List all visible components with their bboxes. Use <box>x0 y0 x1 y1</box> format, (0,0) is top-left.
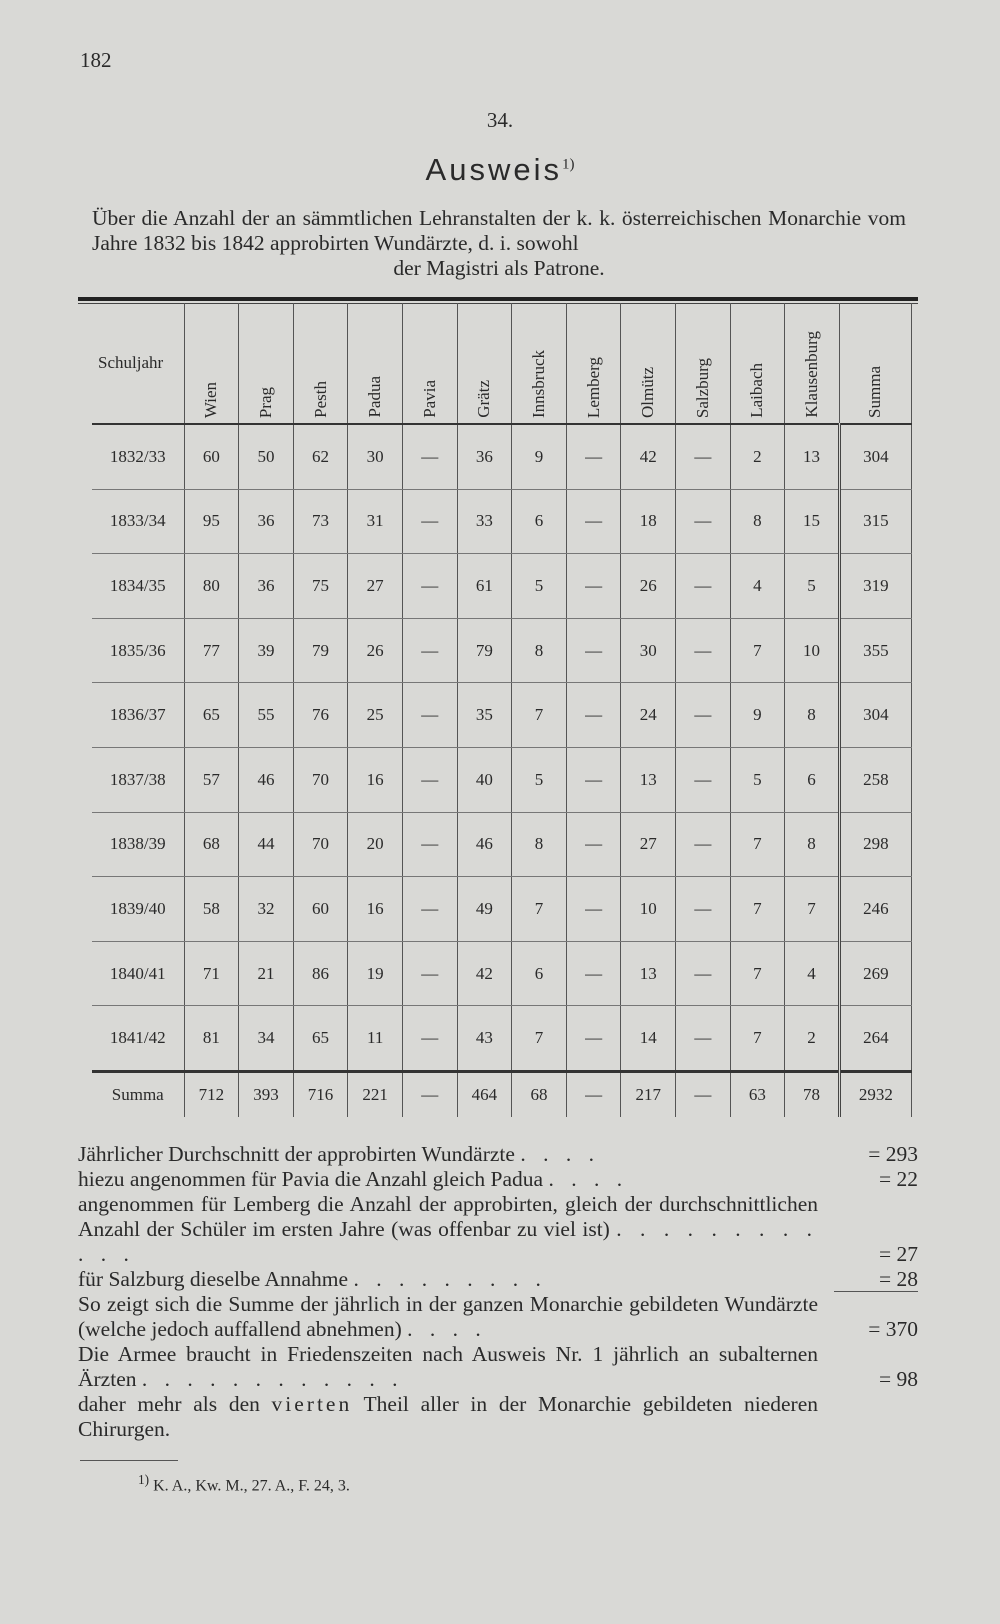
value-cell: 8 <box>785 683 840 748</box>
value-cell: 70 <box>293 747 348 812</box>
column-header-salzburg <box>676 303 731 424</box>
value-cell: — <box>566 424 621 489</box>
column-header-label: Pavia <box>419 380 439 418</box>
value-cell: 73 <box>293 489 348 554</box>
value-cell: 79 <box>457 618 512 683</box>
value-cell: — <box>566 554 621 619</box>
value-cell: 16 <box>348 747 403 812</box>
footnote-mark: 1) <box>138 1472 150 1487</box>
column-header-label: Olmütz <box>638 367 658 418</box>
summary-text: So zeigt sich die Summe der jährlich in der ganzen Monarchie gebildeten Wundärzte (welche jedoch auffallend abnehmen) <box>78 1292 818 1341</box>
sum-rule <box>834 1291 918 1292</box>
table-row <box>92 877 912 942</box>
total-value-cell: 2932 <box>839 1071 911 1117</box>
year-cell: 1839/40 <box>92 877 184 942</box>
column-header-lemberg <box>566 303 621 424</box>
summary-value: = 28 <box>878 1267 918 1291</box>
leader-dots: . . . . <box>520 1142 600 1166</box>
document-title <box>0 152 1000 188</box>
column-header-label: Laibach <box>747 363 767 418</box>
statistics-table <box>92 303 912 1117</box>
value-cell: — <box>676 554 731 619</box>
value-cell: 7 <box>730 941 785 1006</box>
value-cell: 355 <box>839 618 911 683</box>
year-cell: 1836/37 <box>92 683 184 748</box>
total-label-cell: Summa <box>111 1084 164 1104</box>
value-cell: 35 <box>457 683 512 748</box>
column-header-olmütz <box>621 303 676 424</box>
value-cell: — <box>566 747 621 812</box>
column-header-label: Padua <box>365 376 385 418</box>
value-cell: 8 <box>785 812 840 877</box>
value-cell: 34 <box>239 1006 294 1072</box>
value-cell: 26 <box>621 554 676 619</box>
value-cell: 6 <box>512 489 567 554</box>
table-row <box>92 683 912 748</box>
value-cell: — <box>676 877 731 942</box>
value-cell: 9 <box>730 683 785 748</box>
value-cell: 36 <box>239 554 294 619</box>
column-header-label: Summa <box>865 366 885 418</box>
total-value-cell: 464 <box>457 1071 512 1117</box>
value-cell: 58 <box>184 877 239 942</box>
value-cell: 2 <box>785 1006 840 1072</box>
value-cell: 75 <box>293 554 348 619</box>
value-cell: 7 <box>512 877 567 942</box>
value-cell: 20 <box>348 812 403 877</box>
value-cell: 7 <box>730 877 785 942</box>
leader-dots: . . . . <box>548 1167 629 1191</box>
column-header-klausenburg <box>785 303 840 424</box>
value-cell: 77 <box>184 618 239 683</box>
value-cell: — <box>566 941 621 1006</box>
summary-line <box>78 1392 918 1442</box>
leader-dots: . . . . . . . . . . . . <box>141 1367 404 1391</box>
value-cell: 65 <box>184 683 239 748</box>
summary-line <box>78 1267 918 1292</box>
summary-line <box>78 1192 918 1267</box>
value-cell: 36 <box>239 489 294 554</box>
value-cell: 26 <box>348 618 403 683</box>
value-cell: — <box>566 489 621 554</box>
column-header-grätz <box>457 303 512 424</box>
value-cell: 19 <box>348 941 403 1006</box>
footnote-text: K. A., Kw. M., 27. A., F. 24, 3. <box>153 1477 350 1495</box>
value-cell: 264 <box>839 1006 911 1072</box>
summary-value: = 27 <box>878 1242 918 1266</box>
value-cell: 5 <box>512 747 567 812</box>
value-cell: 80 <box>184 554 239 619</box>
value-cell: 79 <box>293 618 348 683</box>
value-cell: 269 <box>839 941 911 1006</box>
table-row <box>92 941 912 1006</box>
summary-value: = 22 <box>878 1167 918 1191</box>
total-value-cell: 78 <box>785 1071 840 1117</box>
value-cell: 31 <box>348 489 403 554</box>
year-cell: 1841/42 <box>92 1006 184 1072</box>
year-cell: 1835/36 <box>92 618 184 683</box>
value-cell: 32 <box>239 877 294 942</box>
footnote <box>138 1472 350 1495</box>
value-cell: 8 <box>512 618 567 683</box>
value-cell: 25 <box>348 683 403 748</box>
value-cell: 319 <box>839 554 911 619</box>
value-cell: — <box>566 618 621 683</box>
value-cell: 57 <box>184 747 239 812</box>
value-cell: 36 <box>457 424 512 489</box>
summary-text: hiezu angenommen für Pavia die Anzahl gleich Padua <box>78 1167 544 1191</box>
value-cell: 18 <box>621 489 676 554</box>
year-cell: 1838/39 <box>92 812 184 877</box>
total-value-cell: — <box>402 1071 457 1117</box>
value-cell: 6 <box>785 747 840 812</box>
value-cell: 81 <box>184 1006 239 1072</box>
column-header-prag <box>239 303 294 424</box>
total-value-cell: 63 <box>730 1071 785 1117</box>
table-row <box>92 554 912 619</box>
value-cell: — <box>402 812 457 877</box>
value-cell: 30 <box>348 424 403 489</box>
value-cell: 13 <box>785 424 840 489</box>
value-cell: — <box>676 812 731 877</box>
value-cell: 14 <box>621 1006 676 1072</box>
value-cell: 50 <box>239 424 294 489</box>
value-cell: 86 <box>293 941 348 1006</box>
value-cell: 7 <box>785 877 840 942</box>
value-cell: 5 <box>730 747 785 812</box>
value-cell: 27 <box>348 554 403 619</box>
conclusion-text-spaced: vierten <box>271 1392 353 1416</box>
value-cell: — <box>676 618 731 683</box>
value-cell: — <box>402 941 457 1006</box>
value-cell: 24 <box>621 683 676 748</box>
value-cell: 42 <box>457 941 512 1006</box>
value-cell: 60 <box>293 877 348 942</box>
value-cell: — <box>566 812 621 877</box>
value-cell: — <box>676 489 731 554</box>
column-header-laibach <box>730 303 785 424</box>
column-header-label: Innsbruck <box>528 350 548 418</box>
value-cell: 7 <box>730 1006 785 1072</box>
total-value-cell: 217 <box>621 1071 676 1117</box>
value-cell: 95 <box>184 489 239 554</box>
value-cell: — <box>676 683 731 748</box>
column-header-label: Grätz <box>474 380 494 418</box>
table-total-row <box>92 1071 912 1117</box>
value-cell: 30 <box>621 618 676 683</box>
value-cell: 42 <box>621 424 676 489</box>
subtitle-line-2: der Magistri als Patrone. <box>393 256 605 280</box>
value-cell: 62 <box>293 424 348 489</box>
leader-dots: . . . . . . . . . . . . <box>78 1217 819 1266</box>
subtitle-line-1: Über die Anzahl der an sämmtlichen Lehranstalten der k. k. österreichischen Monarchie vom Jahre 1832 bis 1842 approbirten Wundärzte, d. i. sowohl <box>92 206 906 255</box>
value-cell: 44 <box>239 812 294 877</box>
total-value-cell: — <box>566 1071 621 1117</box>
value-cell: 43 <box>457 1006 512 1072</box>
summary-line <box>78 1167 918 1192</box>
value-cell: 46 <box>239 747 294 812</box>
value-cell: 27 <box>621 812 676 877</box>
value-cell: — <box>402 1006 457 1072</box>
leader-dots: . . . . . . . . . <box>353 1267 547 1291</box>
value-cell: 7 <box>512 1006 567 1072</box>
table-header-row <box>92 303 912 424</box>
value-cell: 246 <box>839 877 911 942</box>
value-cell: — <box>676 424 731 489</box>
value-cell: — <box>566 1006 621 1072</box>
value-cell: 11 <box>348 1006 403 1072</box>
title-text: Ausweis <box>425 152 562 187</box>
table-row <box>92 1006 912 1072</box>
summary-text: Die Armee braucht in Friedenszeiten nach Ausweis Nr. 1 jährlich an subalternen Ärzten <box>78 1342 818 1391</box>
value-cell: 10 <box>621 877 676 942</box>
column-header-padua <box>348 303 403 424</box>
value-cell: — <box>566 877 621 942</box>
total-value-cell: 68 <box>512 1071 567 1117</box>
table-row <box>92 618 912 683</box>
footnote-rule <box>80 1460 178 1461</box>
year-cell: 1840/41 <box>92 941 184 1006</box>
value-cell: 298 <box>839 812 911 877</box>
summary-value: = 293 <box>868 1142 918 1166</box>
total-value-cell: 712 <box>184 1071 239 1117</box>
value-cell: — <box>676 1006 731 1072</box>
value-cell: 76 <box>293 683 348 748</box>
value-cell: 258 <box>839 747 911 812</box>
total-value-cell: — <box>676 1071 731 1117</box>
value-cell: — <box>402 554 457 619</box>
value-cell: — <box>402 683 457 748</box>
value-cell: 8 <box>730 489 785 554</box>
value-cell: 46 <box>457 812 512 877</box>
value-cell: 4 <box>785 941 840 1006</box>
value-cell: 60 <box>184 424 239 489</box>
value-cell: 40 <box>457 747 512 812</box>
table-row <box>92 489 912 554</box>
value-cell: 13 <box>621 747 676 812</box>
year-cell: 1834/35 <box>92 554 184 619</box>
value-cell: 5 <box>785 554 840 619</box>
year-cell: 1833/34 <box>92 489 184 554</box>
summary-text: Jährlicher Durchschnitt der approbirten Wundärzte <box>78 1142 515 1166</box>
value-cell: 2 <box>730 424 785 489</box>
summary-line <box>78 1342 918 1392</box>
value-cell: 8 <box>512 812 567 877</box>
value-cell: 6 <box>512 941 567 1006</box>
table-row <box>92 812 912 877</box>
summary-text: für Salzburg dieselbe Annahme <box>78 1267 349 1291</box>
value-cell: 65 <box>293 1006 348 1072</box>
value-cell: 304 <box>839 424 911 489</box>
value-cell: — <box>402 877 457 942</box>
value-cell: 68 <box>184 812 239 877</box>
value-cell: 5 <box>512 554 567 619</box>
leader-dots: . . . . <box>407 1317 487 1341</box>
total-value-cell: 393 <box>239 1071 294 1117</box>
value-cell: 7 <box>730 618 785 683</box>
year-cell: 1832/33 <box>92 424 184 489</box>
year-cell: 1837/38 <box>92 747 184 812</box>
value-cell: 315 <box>839 489 911 554</box>
value-cell: — <box>402 747 457 812</box>
summary-line <box>78 1292 918 1342</box>
value-cell: 33 <box>457 489 512 554</box>
value-cell: — <box>402 618 457 683</box>
table-top-rule <box>78 297 918 301</box>
value-cell: — <box>566 683 621 748</box>
value-cell: 7 <box>512 683 567 748</box>
conclusion-text-b: Theil aller in der Monarchie gebildeten niederen Chirurgen. <box>78 1392 818 1441</box>
value-cell: — <box>402 489 457 554</box>
table-row <box>92 747 912 812</box>
value-cell: 70 <box>293 812 348 877</box>
column-header-wien <box>184 303 239 424</box>
column-header-pesth <box>293 303 348 424</box>
summary-value: = 370 <box>868 1317 918 1341</box>
column-header-schuljahr: Schuljahr <box>92 303 184 424</box>
page-number: 182 <box>80 48 112 72</box>
value-cell: 21 <box>239 941 294 1006</box>
value-cell: 55 <box>239 683 294 748</box>
column-header-label: Wien <box>201 381 221 418</box>
value-cell: 61 <box>457 554 512 619</box>
value-cell: 39 <box>239 618 294 683</box>
column-header-innsbruck <box>512 303 567 424</box>
conclusion-text-a: daher mehr als den <box>78 1392 260 1416</box>
summary-line <box>78 1142 918 1167</box>
value-cell: 304 <box>839 683 911 748</box>
value-cell: 4 <box>730 554 785 619</box>
summary-value: = 98 <box>878 1367 918 1391</box>
table-body <box>92 424 912 1071</box>
value-cell: 71 <box>184 941 239 1006</box>
summary-block <box>78 1142 918 1442</box>
summary-text: angenommen für Lemberg die Anzahl der approbirten, gleich der durchschnittlichen Anzahl der Schüler im ersten Jahre (was offenbar zu viel ist) <box>78 1192 818 1241</box>
value-cell: 15 <box>785 489 840 554</box>
table-row <box>92 424 912 489</box>
value-cell: — <box>676 941 731 1006</box>
title-footnote-mark: 1) <box>561 156 575 173</box>
document-number: 34. <box>486 108 514 132</box>
document-subtitle <box>92 206 906 281</box>
value-cell: — <box>402 424 457 489</box>
total-value-cell: 221 <box>348 1071 403 1117</box>
value-cell: 16 <box>348 877 403 942</box>
value-cell: — <box>676 747 731 812</box>
column-header-label: Pesth <box>310 381 330 418</box>
column-header-label: Salzburg <box>692 357 712 418</box>
column-header-label: Prag <box>255 386 275 418</box>
value-cell: 9 <box>512 424 567 489</box>
value-cell: 49 <box>457 877 512 942</box>
total-value-cell: 716 <box>293 1071 348 1117</box>
value-cell: 10 <box>785 618 840 683</box>
column-header-pavia <box>402 303 457 424</box>
column-header-label: Lemberg <box>583 356 603 418</box>
column-header-summa <box>839 303 911 424</box>
column-header-label: Klausenburg <box>802 331 822 418</box>
value-cell: 7 <box>730 812 785 877</box>
value-cell: 13 <box>621 941 676 1006</box>
